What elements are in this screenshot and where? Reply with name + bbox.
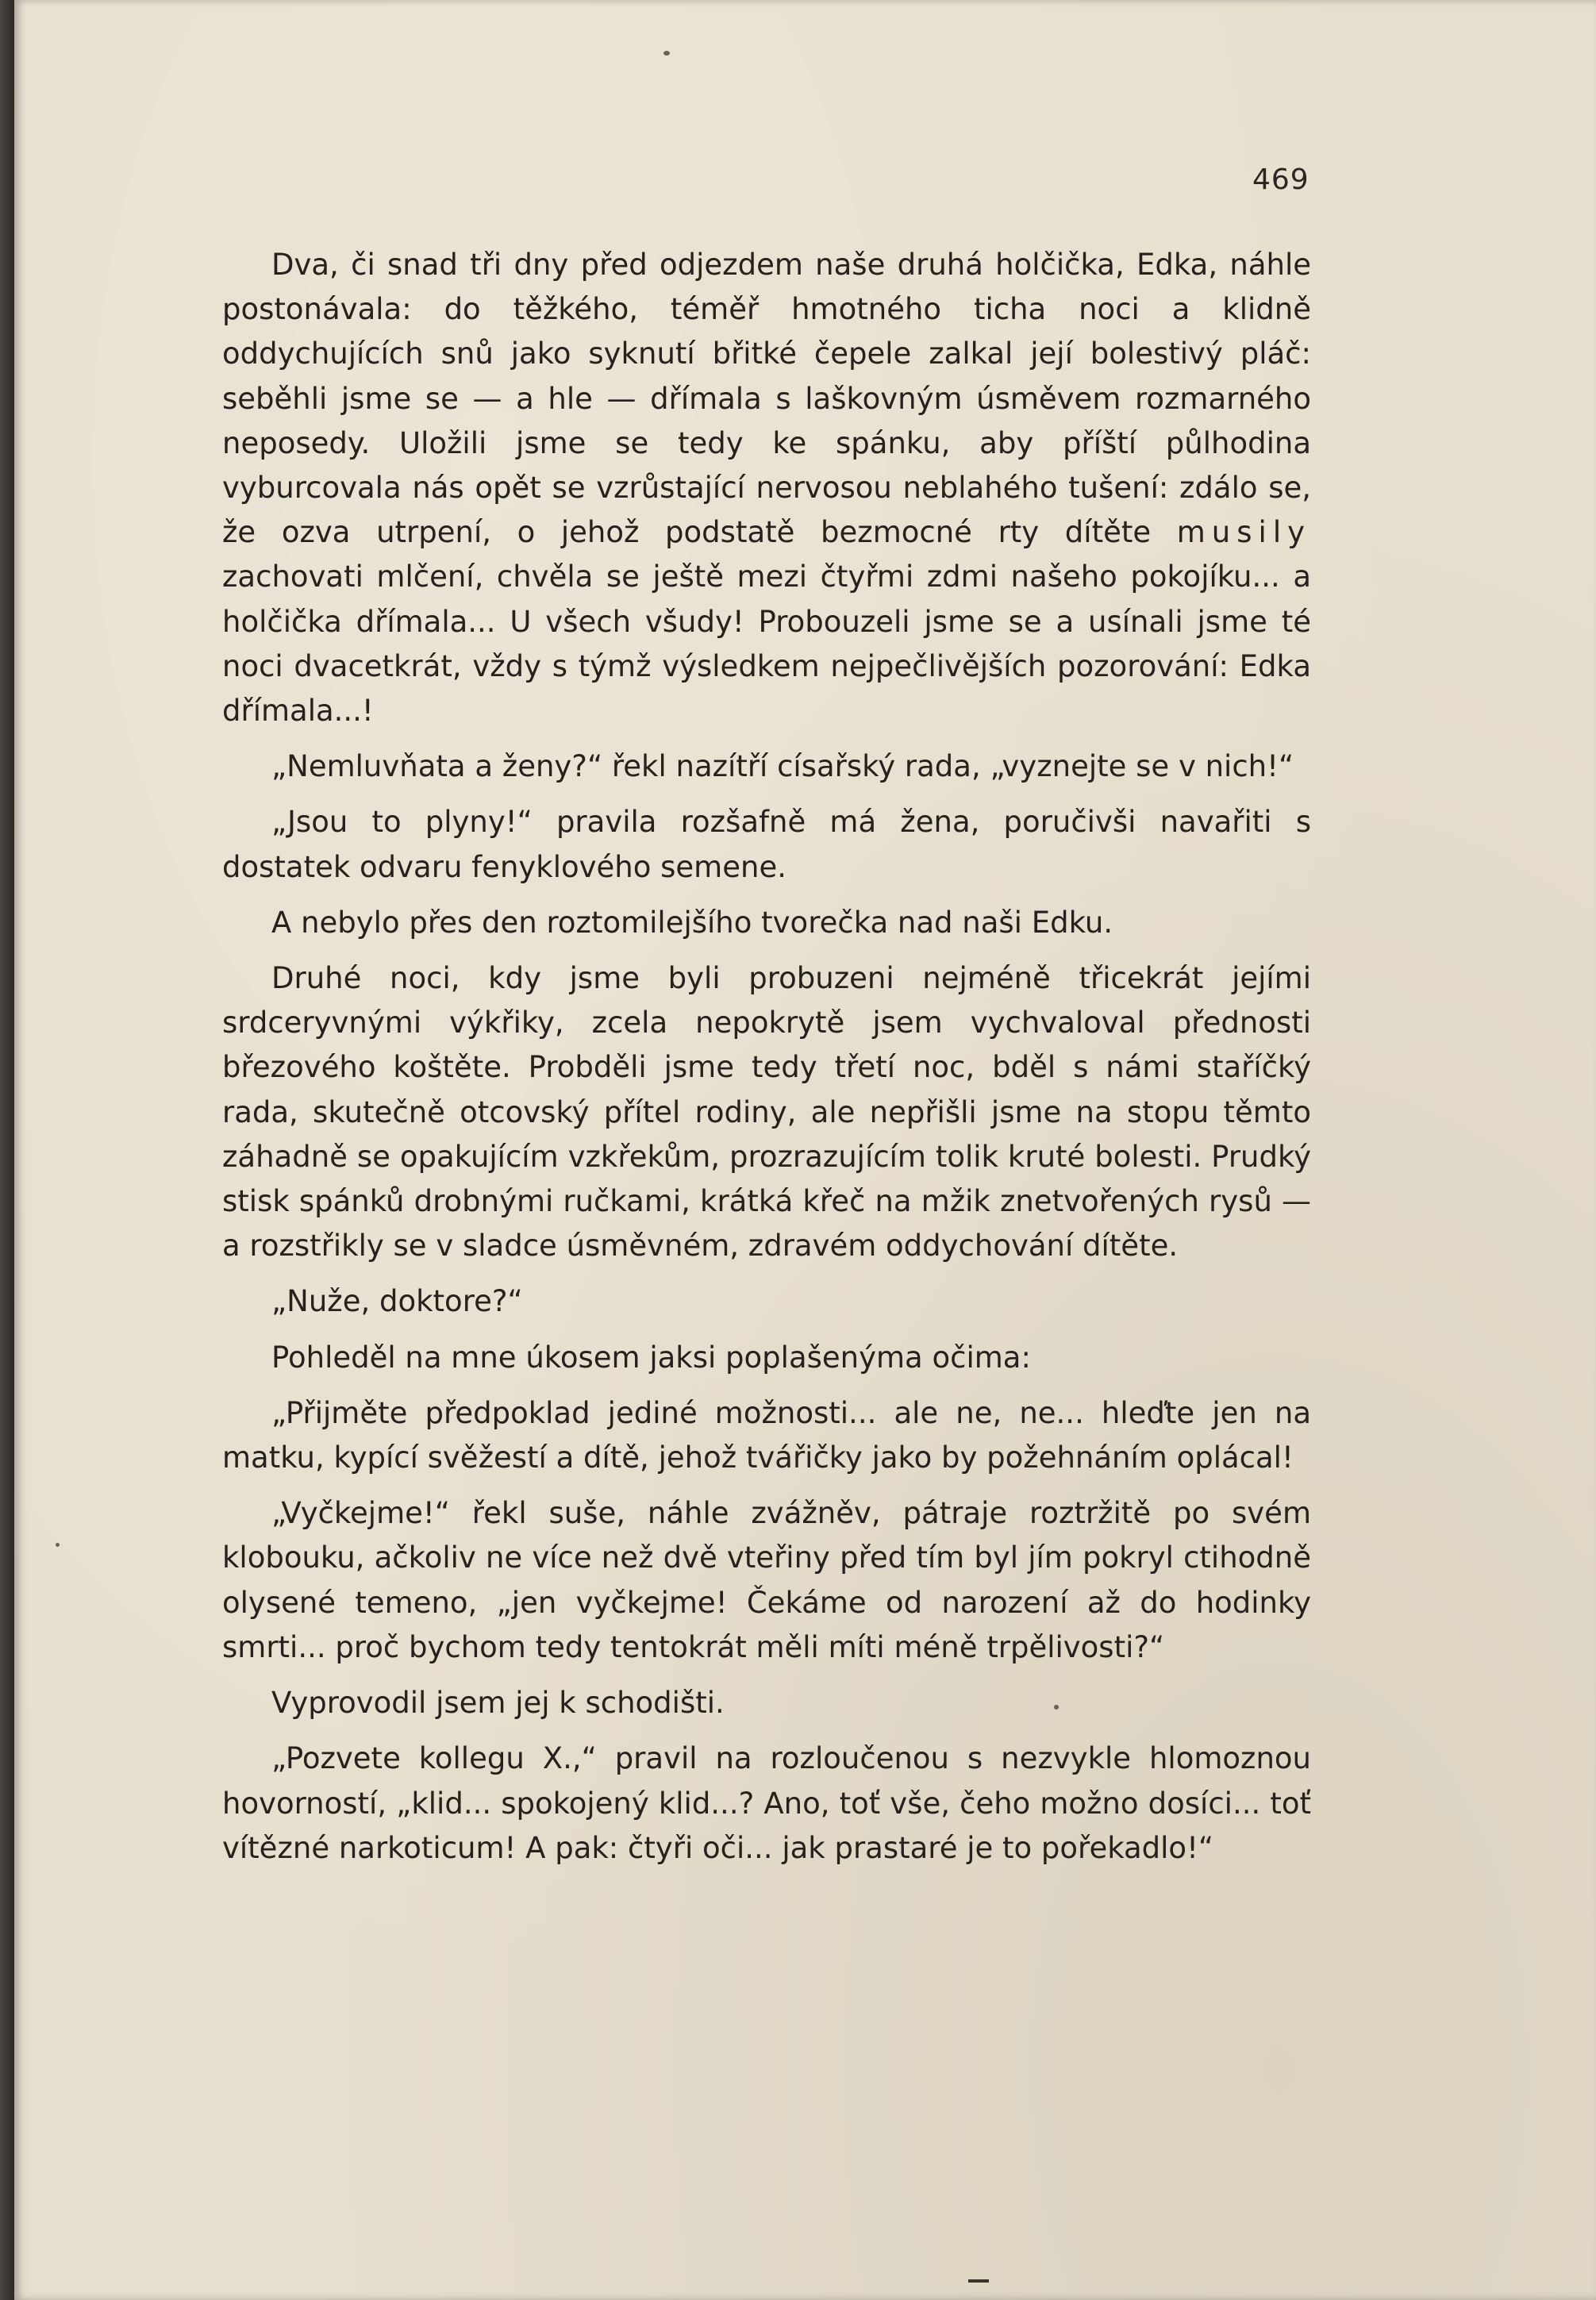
paragraph-text: zachovati mlčení, chvěla se ještě mezi čtyřmi zdmi našeho pokojíku... a holčička dřímala... U všech všudy! Probouzeli jsme se a usínali jsme té noci dvacetkrát, vždy s týmž výsledkem nejpečlivějších pozorování: Edka dřímala...! xyxy=(222,560,1311,729)
paragraph: Pohleděl na mne úkosem jaksi poplašenýma očima: xyxy=(271,1340,1031,1375)
paragraph: A nebylo přes den roztomilejšího tvorečka nad naši Edku. xyxy=(271,905,1113,940)
paper-speck xyxy=(1054,1705,1059,1710)
paragraph: „Jsou to plyny!“ pravila rozšafně má žena, poručivši navařiti s dostatek odvaru fenyklového semene. xyxy=(222,805,1311,884)
paragraph: „Nuže, doktore?“ xyxy=(271,1284,523,1319)
paper-speck xyxy=(56,1543,60,1547)
paragraph: „Pozvete kollegu X.,“ pravil na rozloučenou s nezvykle hlomoznou hovorností, „klid... spokojený klid...? Ano, toť vše, čeho možno dosíci... toť vítězné narkoticum! A pak: čtyři oči... jak prastaré je to pořekadlo!“ xyxy=(222,1741,1311,1865)
body-text xyxy=(222,243,1311,1882)
page-number: 469 xyxy=(1252,163,1309,196)
paragraph: „Vyčkejme!“ řekl suše, náhle zvážněv, pátraje roztržitě po svém klobouku, ačkoliv ne více než dvě vteřiny před tím byl jím pokryl ctihodně olysené temeno, „jen vyčkejme! Čekáme od narození až do hodinky smrti... proč bychom tedy tentokrát měli míti méně trpělivosti?“ xyxy=(222,1496,1311,1664)
paragraph: „Přijměte předpoklad jediné možnosti... ale ne, ne... hleďte jen na matku, kypící svěžestí a dítě, jehož tvářičky jako by požehnáním oplácal! xyxy=(222,1395,1311,1475)
emphasized-word: musily xyxy=(1176,515,1311,550)
paragraph-text: Dva, či snad tři dny před odjezdem naše druhá holčička, Edka, náhle postonávala: do těžkého, téměř hmotného ticha noci a klidně oddychujících snů jako syknutí břitké čepele zalkal její bolestivý pláč: seběhli jsme se — a hle — dřímala s laškovným úsměvem rozmarného neposedy. Uložili jsme se tedy ke spánku, aby příští půlhodina vyburcovala nás opět se vzrůstající nervosou neblahého tušení: zdálo se, že ozva utrpení, o jehož podstatě bezmocné rty dítěte xyxy=(222,248,1311,550)
paragraph: „Nemluvňata a ženy?“ řekl nazítří císařský rada, „vyznejte se v nich!“ xyxy=(271,749,1294,784)
paper-speck xyxy=(663,51,670,56)
scan-binding-edge xyxy=(0,0,14,2300)
paragraph: Druhé noci, kdy jsme byli probuzeni nejméně třicekrát jejími srdceryvnými výkřiky, zcela nepokrytě jsem vychvaloval přednosti březového koštěte. Probděli jsme tedy třetí noc, bděl s námi staříčký rada, skutečně otcovský přítel rodiny, ale nepřišli jsme na stopu těmto záhadně se opakujícím vzkřekům, prozrazujícím tolik kruté bolesti. Prudký stisk spánků drobnými ručkami, krátká křeč na mžik znetvořených rysů — a rozstřikly se v sladce úsměvném, zdravém oddychování dítěte. xyxy=(222,961,1311,1263)
page-foot-mark xyxy=(968,2279,989,2283)
paragraph xyxy=(222,243,1311,733)
book-page xyxy=(14,0,1596,2300)
paragraph: Vyprovodil jsem jej k schodišti. xyxy=(271,1686,725,1721)
